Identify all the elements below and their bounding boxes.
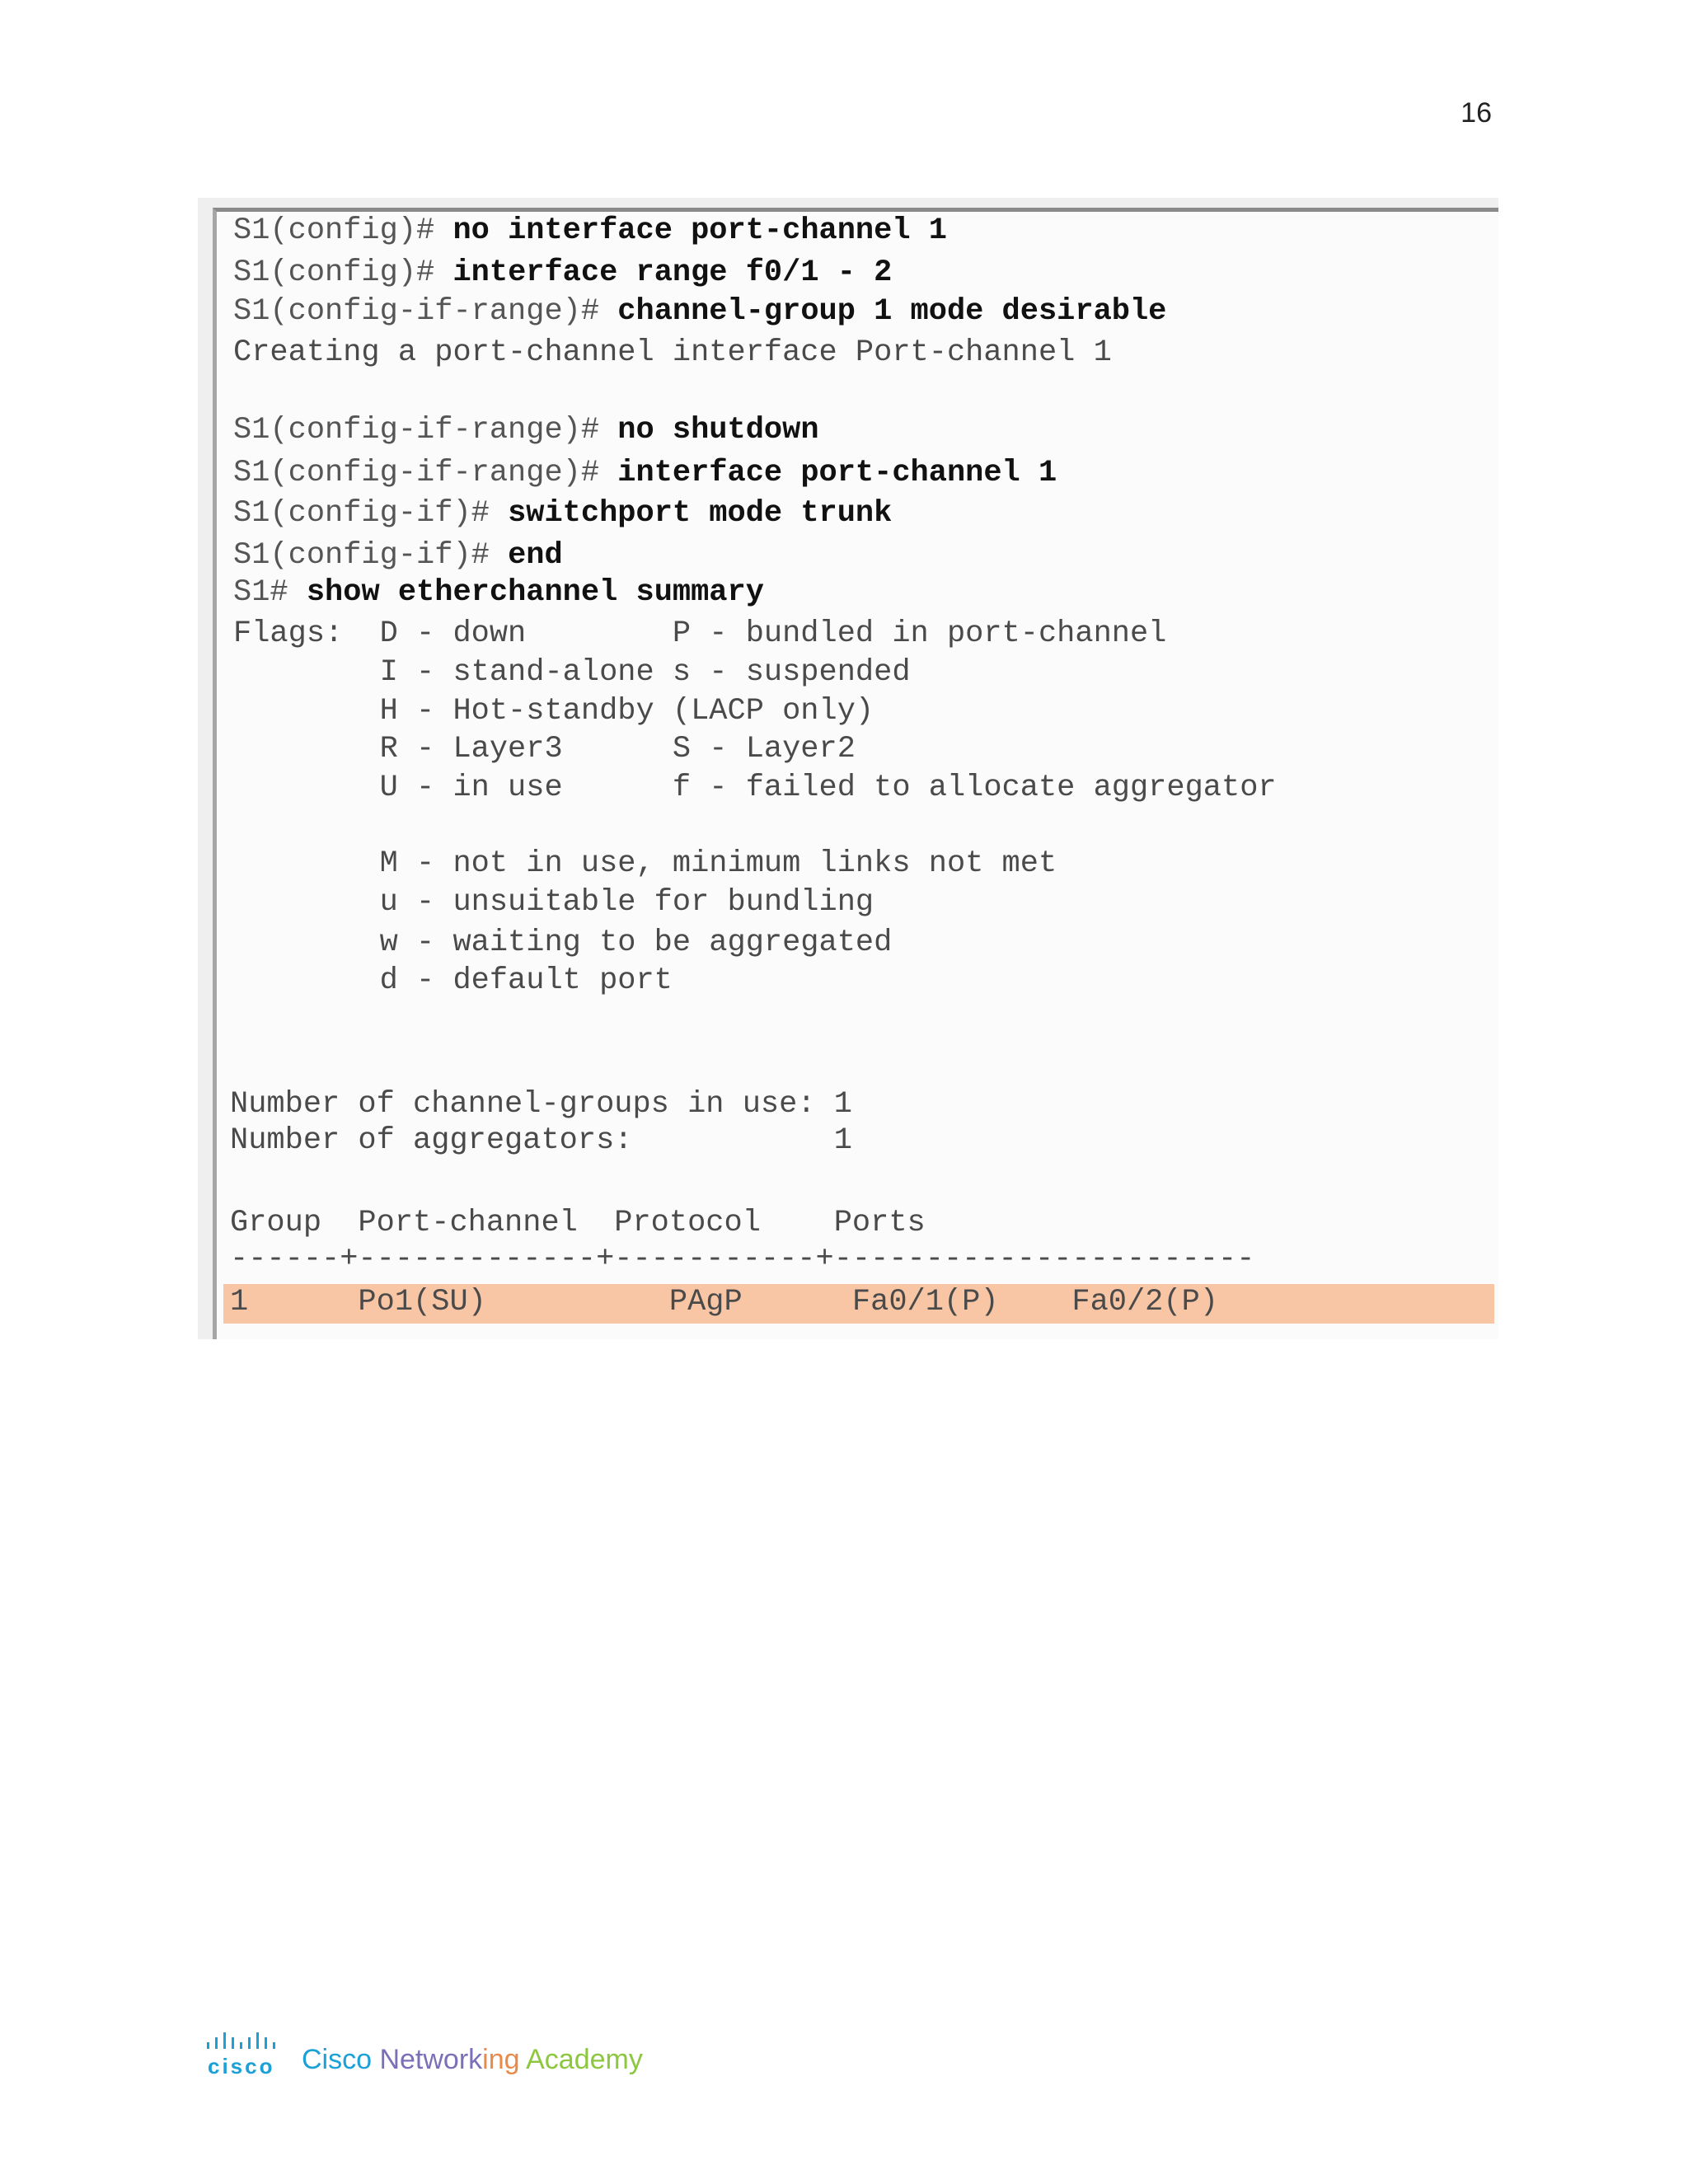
- terminal-line: [233, 455, 1057, 491]
- cli-command: interface range f0/1 - 2: [452, 255, 893, 290]
- cli-output: M - not in use, minimum links not met: [233, 846, 1057, 881]
- terminal-line: [233, 616, 1166, 652]
- terminal-line: [233, 335, 1112, 371]
- cli-output: Creating a port-channel interface Port-channel 1: [233, 335, 1112, 370]
- terminal-line: [233, 412, 819, 448]
- terminal-line: [233, 846, 1057, 882]
- cli-output: 1 Po1(SU) PAgP Fa0/1(P) Fa0/2(P): [230, 1285, 1218, 1319]
- terminal-line: [230, 1086, 852, 1122]
- cli-prompt: S1#: [233, 575, 307, 610]
- terminal-line: [230, 1205, 926, 1241]
- cli-command: end: [508, 538, 563, 573]
- terminal-line: [230, 1241, 1254, 1277]
- terminal-line: [233, 770, 1277, 806]
- terminal-line: [233, 537, 563, 574]
- terminal-line: [233, 255, 892, 291]
- academy-name: [302, 2044, 643, 2076]
- cli-prompt: S1(config-if-range)#: [233, 413, 618, 448]
- terminal-line: [233, 884, 874, 921]
- cli-output: Flags: D - down P - bundled in port-channel: [233, 616, 1167, 651]
- terminal-line: [233, 963, 673, 999]
- terminal-screenshot: [213, 208, 1498, 1339]
- cli-output: u - unsuitable for bundling: [233, 885, 874, 920]
- cli-output: R - Layer3 S - Layer2: [233, 732, 856, 766]
- cli-prompt: S1(config-if)#: [233, 496, 509, 531]
- cli-output: H - Hot-standby (LACP only): [233, 694, 874, 729]
- academy-name-part: Network: [379, 2044, 483, 2075]
- terminal-line: [233, 213, 947, 249]
- page-number: 16: [1461, 97, 1492, 129]
- terminal-line: [233, 574, 764, 611]
- cli-command: no shutdown: [617, 413, 819, 448]
- cisco-networking-academy-logo: [204, 2029, 666, 2087]
- cisco-wordmark: cisco: [208, 2054, 275, 2079]
- cli-output: I - stand-alone s - suspended: [233, 655, 911, 690]
- cli-output: U - in use f - failed to allocate aggregator: [233, 771, 1277, 805]
- cli-prompt: S1(config)#: [233, 213, 453, 248]
- cli-command: show etherchannel summary: [306, 575, 764, 610]
- cli-prompt: S1(config)#: [233, 255, 453, 290]
- terminal-line: [233, 693, 874, 729]
- cli-output: Number of aggregators: 1: [230, 1123, 852, 1158]
- cli-output: Group Port-channel Protocol Ports: [230, 1206, 926, 1240]
- cisco-bars-icon: [206, 2031, 285, 2054]
- terminal-line: [230, 1284, 1218, 1320]
- terminal-line: [233, 495, 892, 532]
- cli-output: w - waiting to be aggregated: [233, 926, 893, 960]
- cli-prompt: S1(config-if-range)#: [233, 294, 618, 329]
- cli-prompt: S1(config-if-range)#: [233, 456, 618, 490]
- terminal-line: [230, 1122, 852, 1159]
- cli-command: interface port-channel 1: [617, 456, 1057, 490]
- cli-prompt: S1(config-if)#: [233, 538, 509, 573]
- cli-output: d - default port: [233, 963, 673, 998]
- cli-command: no interface port-channel 1: [452, 213, 947, 248]
- terminal-line: [233, 654, 911, 691]
- terminal-line: [233, 293, 1166, 330]
- terminal-line: [233, 925, 892, 961]
- academy-name-part: Cisco: [302, 2044, 380, 2075]
- academy-name-part: Academy: [526, 2044, 643, 2075]
- cli-output: Number of channel-groups in use: 1: [230, 1087, 852, 1122]
- academy-name-part: ing: [482, 2044, 527, 2075]
- cli-output: ------+-------------+-----------+-----------------------: [230, 1242, 1255, 1277]
- cli-command: switchport mode trunk: [508, 496, 893, 531]
- cli-command: channel-group 1 mode desirable: [617, 294, 1167, 329]
- terminal-line: [233, 731, 856, 767]
